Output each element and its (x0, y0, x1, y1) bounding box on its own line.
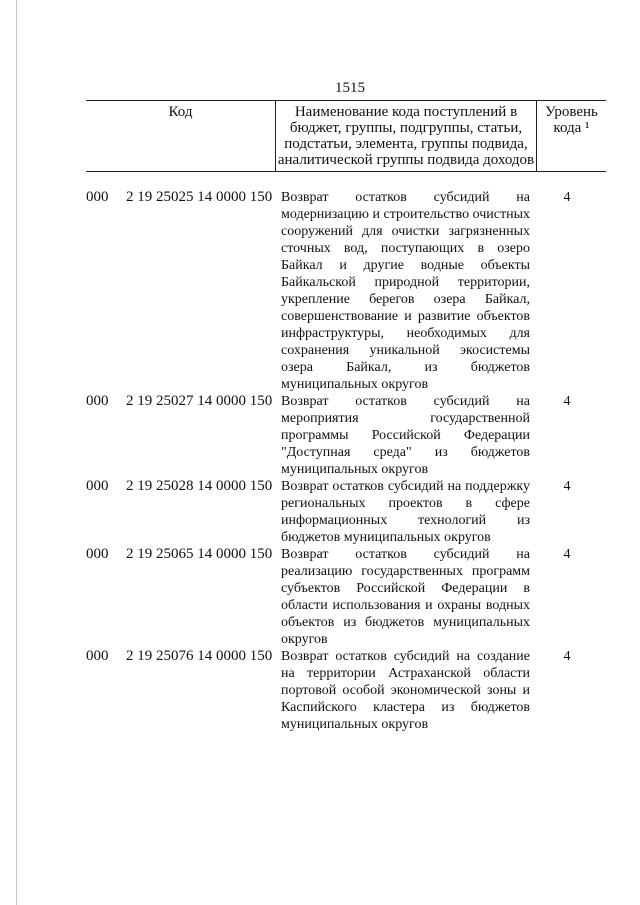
row-code: 2 19 25065 14 0000 150 (126, 546, 273, 562)
row-name: Возврат остатков субсидий на поддержку региональных проектов в сфере информационных технологий из бюджетов муниципальных округов (281, 479, 530, 545)
header-name-line: подстатьи, элемента, группы подвида, (284, 136, 528, 152)
table-row (86, 189, 606, 393)
row-code: 2 19 25027 14 0000 150 (126, 393, 273, 409)
row-level: 4 (563, 649, 571, 664)
page-number: 1515 (335, 80, 365, 96)
row-name: Возврат остатков субсидий на мероприятия государственной программы Российской Федерации "Доступная среда" из бюджетов муниципальных округов (281, 394, 530, 477)
row-level: 4 (563, 394, 571, 409)
row-code-prefix: 000 (86, 648, 109, 664)
table-row (86, 546, 606, 648)
row-code-prefix: 000 (86, 393, 109, 409)
revenue-code-list (86, 189, 606, 733)
row-name: Возврат остатков субсидий на реализацию государственных программ субъектов Российской Федерации в области использования и охраны водных объектов из бюджетов муниципальных округов (281, 547, 530, 647)
table-header (86, 100, 606, 172)
header-level (537, 104, 606, 136)
row-level: 4 (563, 479, 571, 494)
table-row (86, 648, 606, 733)
row-name: Возврат остатков субсидий на модернизацию и строительство очистных сооружений для очистки загрязненных сточных вод, поступающих в озеро Байкал и другие водные объекты Байкальской природной территории, укрепление берегов озера Байкал, совершенствование и развитие объектов инфраструктуры, необходимых для сохранения уникальной экосистемы озера Байкал, из бюджетов муниципальных округов (281, 190, 530, 392)
row-code-prefix: 000 (86, 478, 109, 494)
header-name-line: Наименование кода поступлений в (294, 104, 518, 120)
header-level-line: кода ¹ (553, 120, 590, 136)
row-name: Возврат остатков субсидий на создание на территории Астраханской области портовой особой экономической зоны и Каспийского кластера из бюджетов муниципальных округов (281, 649, 530, 732)
table-row (86, 393, 606, 478)
row-code-prefix: 000 (86, 189, 109, 205)
row-level: 4 (563, 190, 571, 205)
row-level: 4 (563, 547, 571, 562)
header-level-line: Уровень (545, 104, 598, 120)
row-code: 2 19 25025 14 0000 150 (126, 189, 273, 205)
row-code: 2 19 25028 14 0000 150 (126, 478, 273, 494)
header-code: Код (168, 104, 193, 120)
table-row (86, 478, 606, 546)
row-code-prefix: 000 (86, 546, 109, 562)
page-edge (16, 0, 17, 905)
header-name-line: бюджет, группы, подгруппы, статьи, (289, 120, 523, 136)
header-name-line: аналитической группы подвида доходов (277, 152, 535, 168)
header-name (276, 104, 536, 168)
row-code: 2 19 25076 14 0000 150 (126, 648, 273, 664)
